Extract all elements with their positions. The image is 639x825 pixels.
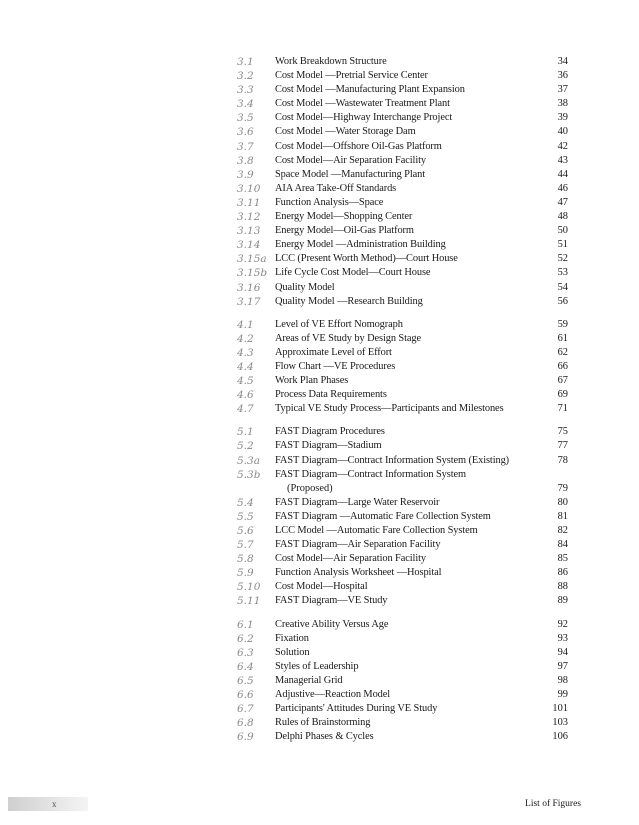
figure-title: FAST Diagram—Large Water Reservoir (275, 496, 440, 508)
figure-number: 3.4 (237, 98, 254, 111)
footer-shade-bar (8, 797, 88, 811)
figure-title: FAST Diagram—Air Separation Facility (275, 539, 441, 551)
figure-entry (0, 580, 639, 594)
figure-entry (0, 482, 639, 496)
figure-entry (0, 182, 639, 196)
figure-page: 67 (557, 375, 568, 387)
figure-number: 3.2 (237, 70, 254, 83)
figure-page: 47 (557, 196, 568, 208)
figure-title: Flow Chart —VE Procedures (275, 360, 396, 372)
list-of-figures (0, 55, 639, 753)
figure-page: 34 (557, 56, 568, 67)
figure-number: 4.5 (237, 375, 254, 388)
figure-title: FAST Diagram —Automatic Fare Collection System (275, 510, 491, 522)
figure-number: 6.2 (237, 632, 254, 645)
figure-entry (0, 196, 639, 210)
figure-entry (0, 660, 639, 674)
figure-title: Function Analysis—Space (275, 196, 384, 208)
figure-entry (0, 332, 639, 346)
figure-page: 77 (557, 440, 568, 452)
figure-page: 38 (557, 98, 568, 110)
figure-number: 5.3a (237, 454, 260, 467)
figure-page: 92 (557, 618, 568, 630)
figure-entry (0, 468, 639, 482)
figure-title: Styles of Leadership (275, 660, 359, 672)
figure-entry (0, 594, 639, 608)
figure-page: 98 (557, 674, 568, 686)
figure-entry (0, 439, 639, 453)
figure-title: Cost Model—Offshore Oil-Gas Platform (275, 140, 442, 152)
figure-page: 46 (557, 182, 568, 194)
figure-entry (0, 318, 639, 332)
figure-title: FAST Diagram Procedures (275, 426, 385, 438)
footer-section-label: List of Figures (525, 799, 581, 809)
figure-number: 5.11 (237, 595, 261, 608)
figure-page: 80 (557, 496, 568, 508)
figure-title: Creative Ability Versus Age (275, 618, 389, 630)
figure-page: 88 (557, 581, 568, 593)
figure-number: 3.8 (237, 154, 254, 167)
figure-page: 36 (557, 70, 568, 82)
figure-group (0, 618, 639, 745)
figure-title: Fixation (275, 632, 309, 644)
figure-page: 53 (557, 267, 568, 279)
figure-number: 5.3b (237, 468, 261, 481)
figure-number: 5.8 (237, 553, 254, 566)
figure-number: 6.9 (237, 731, 254, 744)
figure-page: 48 (557, 211, 568, 223)
figure-group (0, 318, 639, 417)
figure-page: 40 (557, 126, 568, 138)
figure-page: 94 (557, 646, 568, 658)
figure-page: 44 (557, 168, 568, 180)
figure-number: 3.7 (237, 140, 254, 153)
figure-page: 89 (557, 595, 568, 607)
figure-number: 3.10 (237, 182, 261, 195)
figure-title: Work Plan Phases (275, 375, 349, 387)
figure-group (0, 55, 639, 309)
figure-title: Delphi Phases & Cycles (275, 731, 374, 743)
figure-entry (0, 55, 639, 69)
figure-number: 3.5 (237, 112, 254, 125)
figure-title: Typical VE Study Process—Participants and Milestones (275, 403, 504, 415)
figure-title: Energy Model—Shopping Center (275, 211, 413, 223)
figure-entry (0, 224, 639, 238)
figure-page: 99 (557, 689, 568, 701)
figure-number: 6.8 (237, 717, 254, 730)
figure-entry (0, 496, 639, 510)
figure-title: Space Model —Manufacturing Plant (275, 168, 426, 180)
figure-entry (0, 730, 639, 744)
figure-page: 97 (557, 660, 568, 672)
figure-entry (0, 266, 639, 280)
figure-number: 6.4 (237, 660, 254, 673)
figure-entry (0, 552, 639, 566)
figure-page: 59 (557, 318, 568, 330)
figure-title: Cost Model —Wastewater Treatment Plant (275, 98, 450, 110)
figure-title: (Proposed) (287, 482, 333, 494)
figure-title: Areas of VE Study by Design Stage (275, 332, 421, 344)
figure-page: 50 (557, 225, 568, 237)
figure-page: 106 (552, 731, 568, 743)
figure-entry (0, 360, 639, 374)
figure-title: Rules of Brainstorming (275, 717, 371, 729)
figure-page: 79 (557, 482, 568, 494)
figure-number: 6.7 (237, 703, 254, 716)
figure-title: Energy Model—Oil-Gas Platform (275, 225, 414, 237)
figure-group (0, 425, 639, 608)
figure-number: 5.10 (237, 581, 261, 594)
figure-page: 93 (557, 632, 568, 644)
figure-page: 78 (557, 454, 568, 466)
figure-number: 4.1 (237, 318, 254, 331)
figure-title: Adjustive—Reaction Model (275, 689, 391, 701)
figure-number: 5.5 (237, 510, 254, 523)
figure-page: 84 (557, 539, 568, 551)
figure-number: 4.2 (237, 332, 254, 345)
figure-title: Work Breakdown Structure (275, 56, 387, 67)
figure-page: 51 (557, 239, 568, 251)
figure-number: 5.4 (237, 496, 254, 509)
figure-page: 69 (557, 389, 568, 401)
figure-entry (0, 674, 639, 688)
figure-entry (0, 388, 639, 402)
figure-title: Life Cycle Cost Model—Court House (275, 267, 431, 279)
figure-title: Managerial Grid (275, 674, 343, 686)
figure-title: Cost Model—Highway Interchange Project (275, 112, 453, 124)
page-footer (0, 794, 639, 816)
figure-entry (0, 538, 639, 552)
figure-number: 4.3 (237, 346, 254, 359)
figure-number: 3.1 (237, 56, 254, 68)
figure-title: LCC Model —Automatic Fare Collection System (275, 525, 478, 536)
figure-entry (0, 168, 639, 182)
figure-title: AIA Area Take-Off Standards (275, 182, 397, 194)
figure-title: Cost Model —Pretrial Service Center (275, 70, 428, 82)
figure-entry (0, 295, 639, 309)
figure-entry (0, 632, 639, 646)
figure-number: 4.4 (237, 360, 254, 373)
figure-number: 6.1 (237, 618, 254, 631)
figure-entry (0, 281, 639, 295)
figure-number: 3.13 (237, 225, 261, 238)
figure-entry (0, 646, 639, 660)
figure-number: 3.17 (237, 295, 261, 308)
figure-number: 5.9 (237, 567, 254, 580)
figure-number: 3.15b (237, 267, 268, 280)
figure-number: 3.16 (237, 281, 261, 294)
figure-number: 4.6 (237, 389, 254, 402)
figure-page: 52 (557, 253, 568, 265)
figure-page: 37 (557, 84, 568, 96)
figure-entry (0, 69, 639, 83)
figure-page: 43 (557, 154, 568, 166)
figure-title: Level of VE Effort Nomograph (275, 318, 403, 330)
figure-page: 62 (557, 346, 568, 358)
figure-number: 3.6 (237, 126, 254, 139)
figure-page: 85 (557, 553, 568, 565)
figure-page: 61 (557, 332, 568, 344)
figure-page: 75 (557, 426, 568, 438)
figure-entry (0, 252, 639, 266)
figure-number: 3.3 (237, 84, 254, 97)
figure-title: FAST Diagram—Contract Information System (Existing) (275, 454, 510, 466)
figure-number: 5.6 (237, 525, 254, 537)
figure-number: 6.5 (237, 674, 254, 687)
figure-entry (0, 125, 639, 139)
figure-entry (0, 140, 639, 154)
figure-page: 101 (552, 703, 568, 715)
figure-entry (0, 346, 639, 360)
figure-entry (0, 83, 639, 97)
figure-title: Energy Model —Administration Building (275, 239, 446, 251)
figure-page: 81 (557, 510, 568, 522)
figure-entry (0, 402, 639, 416)
figure-title: Cost Model —Water Storage Dam (275, 126, 416, 138)
figure-title: Solution (275, 646, 310, 658)
figure-number: 6.3 (237, 646, 254, 659)
figure-page: 42 (557, 140, 568, 152)
figure-title: Cost Model—Air Separation Facility (275, 154, 426, 166)
figure-number: 5.2 (237, 440, 254, 453)
figure-entry (0, 425, 639, 439)
figure-number: 5.1 (237, 426, 254, 439)
figure-title: Process Data Requirements (275, 389, 387, 401)
figure-page: 71 (557, 403, 568, 415)
figure-entry (0, 716, 639, 730)
figure-title: Quality Model (275, 281, 335, 293)
figure-entry (0, 210, 639, 224)
figure-page: 66 (557, 360, 568, 372)
figure-entry (0, 154, 639, 168)
figure-title: FAST Diagram—VE Study (275, 595, 388, 607)
figure-page: 86 (557, 567, 568, 579)
figure-entry (0, 454, 639, 468)
figure-title: Quality Model —Research Building (275, 295, 423, 307)
figure-title: Cost Model—Air Separation Facility (275, 553, 426, 565)
figure-entry (0, 702, 639, 716)
figure-page: 39 (557, 112, 568, 124)
figure-number: 4.7 (237, 403, 254, 416)
figure-entry (0, 688, 639, 702)
figure-title: Approximate Level of Effort (275, 346, 392, 358)
figure-number: 3.15a (237, 253, 267, 266)
figure-number: 5.7 (237, 539, 254, 552)
figure-page: 82 (557, 525, 568, 536)
figure-number: 6.6 (237, 689, 254, 702)
figure-page: 54 (557, 281, 568, 293)
figure-title: Cost Model —Manufacturing Plant Expansion (275, 84, 465, 96)
figure-entry (0, 618, 639, 632)
figure-number: 3.14 (237, 239, 261, 252)
figure-entry (0, 510, 639, 524)
figure-title: Participants' Attitudes During VE Study (275, 703, 438, 715)
figure-entry (0, 97, 639, 111)
figure-number: 3.9 (237, 168, 254, 181)
figure-number: 3.11 (237, 196, 261, 209)
figure-entry (0, 238, 639, 252)
figure-title: Function Analysis Worksheet —Hospital (275, 567, 442, 579)
figure-title: Cost Model—Hospital (275, 581, 368, 593)
figure-title: FAST Diagram—Contract Information System (275, 468, 466, 480)
figure-number: 3.12 (237, 211, 261, 224)
figure-page: 56 (557, 295, 568, 307)
footer-page-number: x (52, 799, 57, 809)
figure-title: LCC (Present Worth Method)—Court House (275, 253, 458, 265)
figure-entry (0, 566, 639, 580)
figure-page: 103 (552, 717, 568, 729)
figure-title: FAST Diagram—Stadium (275, 440, 382, 452)
figure-entry (0, 524, 639, 538)
figure-entry (0, 374, 639, 388)
figure-entry (0, 111, 639, 125)
